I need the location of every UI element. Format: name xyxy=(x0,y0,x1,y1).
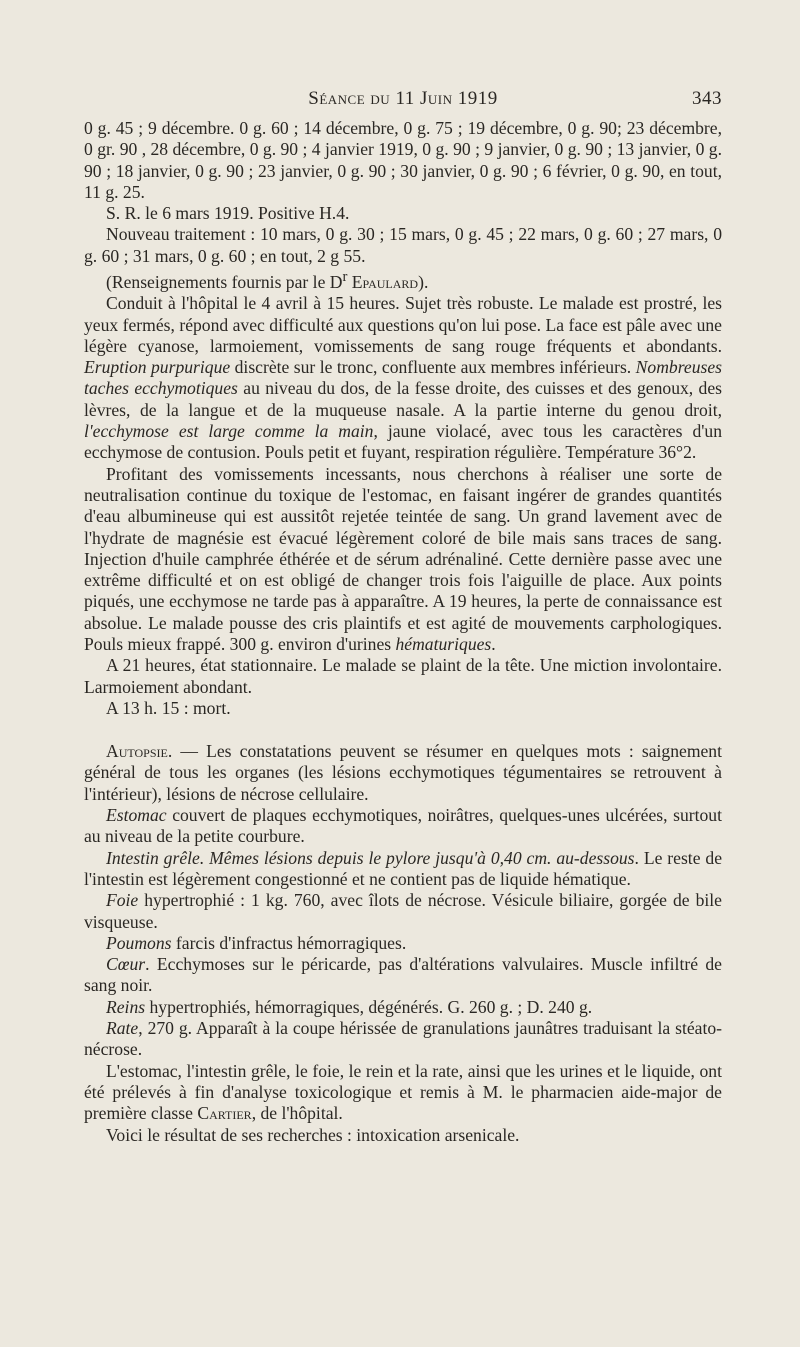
paragraph-doses: 0 g. 45 ; 9 décembre. 0 g. 60 ; 14 décembre, 0 g. 75 ; 19 décembre, 0 g. 90; 23 décembre, 0 gr. 90 , 28 décembre, 0 g. 90 ; 4 janvier 1919, 0 g. 90 ; 9 janvier, 0 g. 90 ; 13 janvier, 0 g. 90 ; 18 janvier, 0 g. 90 ; 23 janvier, 0 g. 90 ; 30 janvier, 0 g. 90 ; 6 février, 0 g. 90, en tout, 11 g. 25. xyxy=(84,118,722,202)
running-header xyxy=(84,84,722,118)
paragraph-kidneys: Reins hypertrophiés, hémorragiques, dégénérés. G. 260 g. ; D. 240 g. xyxy=(106,996,593,1017)
paragraph-21h: A 21 heures, état stationnaire. Le malade se plaint de la tête. Une miction involontaire. Larmoiement abondant. xyxy=(84,655,722,697)
paragraph-serology: S. R. le 6 mars 1919. Positive H.4. xyxy=(106,203,350,224)
paragraph-samples: L'estomac, l'intestin grêle, le foie, le rein et la rate, ainsi que les urines et le liquide, ont été prélevés à fin d'analyse toxicologique et remis à M. le pharmacien aide-major de première classe Cartier, de l'hôpital. xyxy=(84,1060,722,1124)
paragraph-death: A 13 h. 15 : mort. xyxy=(106,697,231,718)
paragraph-lungs: Poumons farcis d'infractus hémorragiques. xyxy=(106,932,407,953)
paragraph-heart: Cœur. Ecchymoses sur le péricarde, pas d'altérations valvulaires. Muscle infiltré de sang noir. xyxy=(84,954,722,996)
section-gap xyxy=(84,719,722,741)
paragraph-intestine: Intestin grêle. Mêmes lésions depuis le pylore jusqu'à 0,40 cm. au-dessous. Le reste de l'intestin est légèrement congestionné et ne contient pas de liquide hématique. xyxy=(84,847,723,889)
paragraph-source: (Renseignements fournis par le $D^r$ Epaulard). xyxy=(106,269,429,292)
page-number: 343 xyxy=(692,88,722,109)
paragraph-treatment: Profitant des vomissements incessants, nous cherchons à réaliser une sorte de neutralisation continue du toxique de l'estomac, en faisant ingérer de grandes quantités d'eau albumineuse qui est aussitôt rejetée teintée de sang. Un grand lavement avec de l'hydrate de magnésie est évacué légèrement coloré de bile mais sans traces de sang. Injection d'huile camphrée éthérée et de sérum adrénaliné. Cette dernière passe avec une extrême difficulté et on est obligé de changer trois fois l'aiguille de place. Aux points piqués, une ecchymose ne tarde pas à apparaître. A 19 heures, la perte de connaissance est absolue. Le malade pousse des cris plaintifs et est agité de mouvements carphologiques. Pouls mieux frappé. 300 g. environ d'urines hématuriques. xyxy=(84,463,722,654)
paragraph-stomach: Estomac couvert de plaques ecchymotiques, noirâtres, quelques-unes ulcérées, surtout au niveau de la petite courbure. xyxy=(84,805,722,847)
paragraph-liver: Foie hypertrophié : 1 kg. 760, avec îlots de nécrose. Vésicule biliaire, gorgée de bile visqueuse. xyxy=(84,890,722,932)
running-title: Séance du 11 Juin 1919 xyxy=(308,88,498,109)
paragraph-result: Voici le résultat de ses recherches : intoxication arsenicale. xyxy=(106,1124,520,1145)
paragraph-autopsy: Autopsie. — Les constatations peuvent se résumer en quelques mots : saignement général de tous les organes (les lésions ecchymotiques tégumentaires se retrouvent à l'intérieur), lésions de nécrose cellulaire. xyxy=(84,741,722,804)
paragraph-admission: Conduit à l'hôpital le 4 avril à 15 heures. Sujet très robuste. Le malade est prostré, les yeux fermés, répond avec difficulté aux questions qu'on lui pose. La face est pâle avec une légère cyanose, larmoiement, vomissements de sang rouge fréquents et abondants. Eruption purpurique discrète sur le tronc, confluente aux membres inférieurs. Nombreuses taches ecchymotiques au niveau du dos, de la fesse droite, des cuisses et des genoux, des lèvres, de la langue et de la muqueuse nasale. A la partie interne du genou droit, l'ecchymose est large comme la main, jaune violacé, avec tous les caractères d'un ecchymose de contusion. Pouls petit et fuyant, respiration régulière. Température 36°2. xyxy=(84,293,723,463)
paragraph-new-treatment: Nouveau traitement : 10 mars, 0 g. 30 ; 15 mars, 0 g. 45 ; 22 mars, 0 g. 60 ; 27 mars, 0 g. 60 ; 31 mars, 0 g. 60 ; en tout, 2 g 55. xyxy=(84,224,722,266)
paragraph-spleen: Rate, 270 g. Apparaît à la coupe hérissée de granulations jaunâtres traduisant la stéato-nécrose. xyxy=(84,1018,722,1060)
body-text xyxy=(84,118,722,1146)
